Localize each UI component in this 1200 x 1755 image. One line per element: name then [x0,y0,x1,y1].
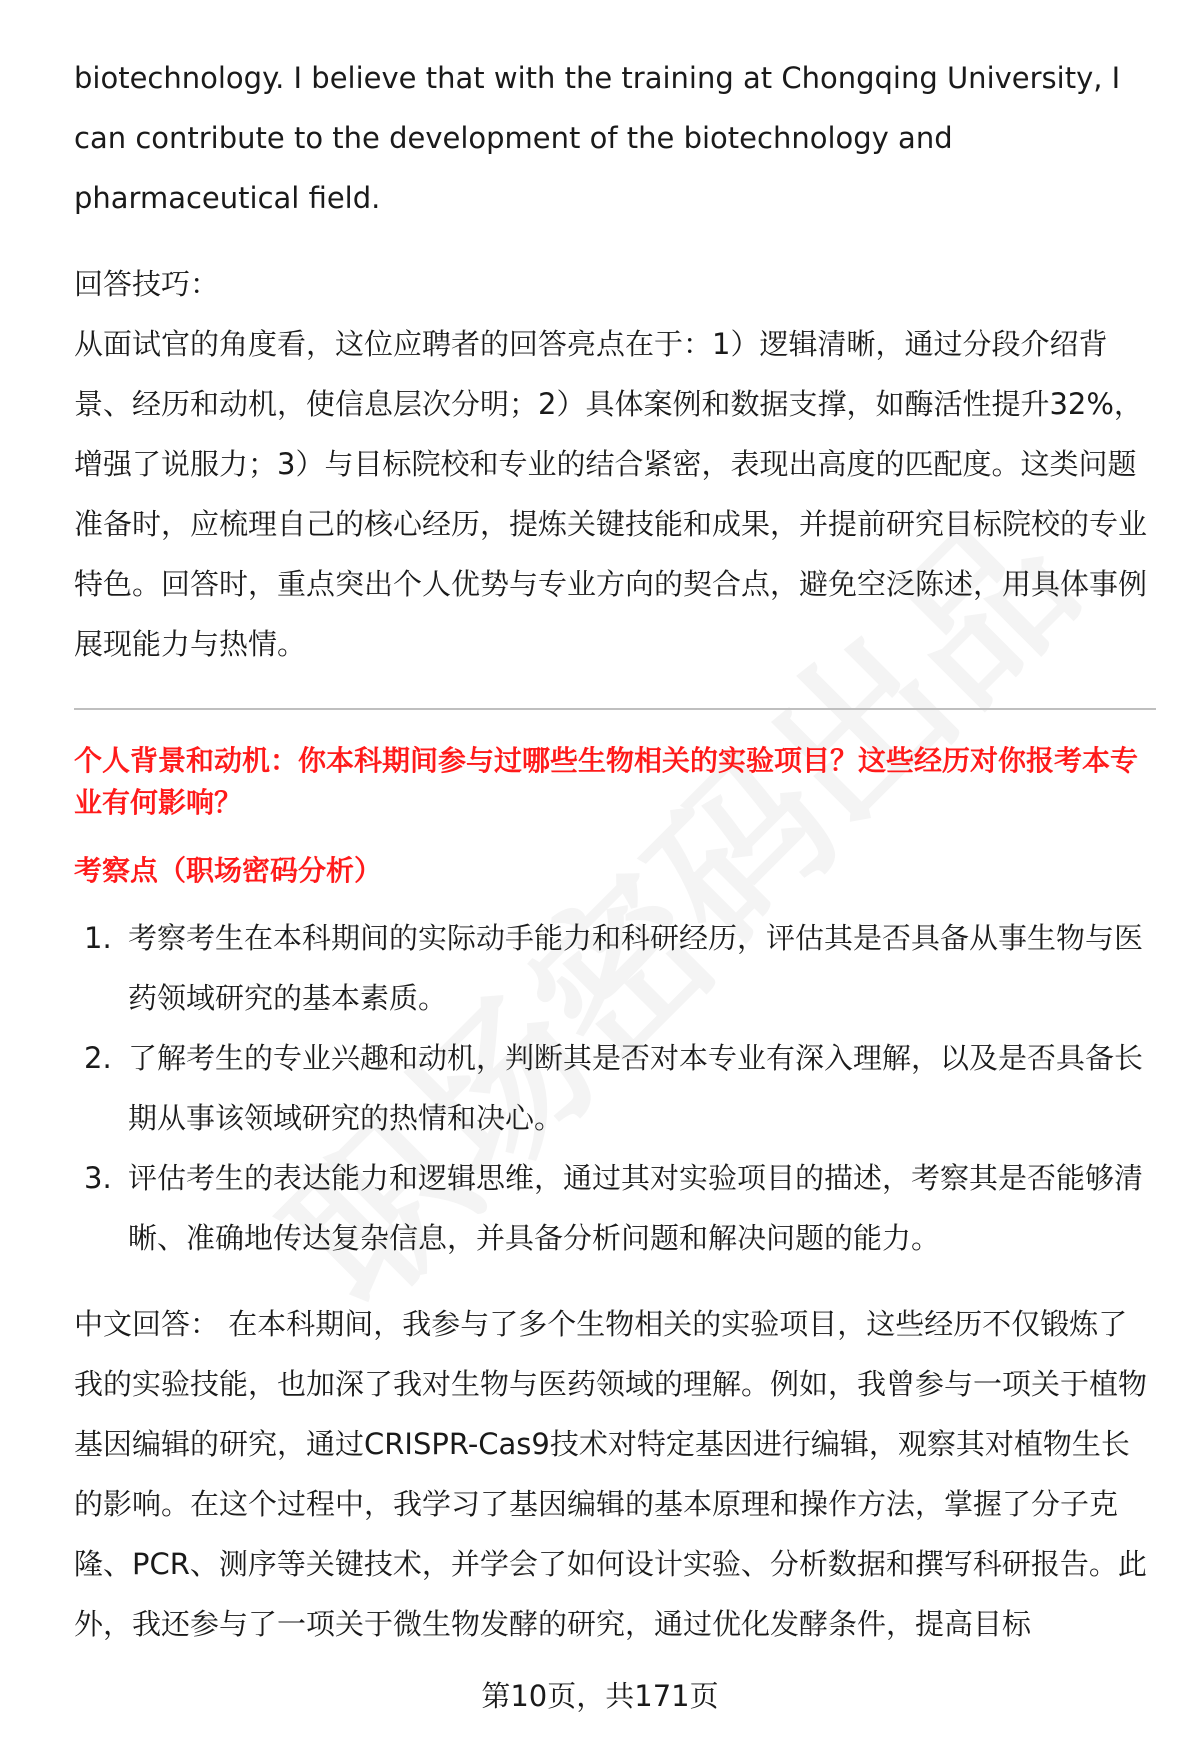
tips-body: 从面试官的角度看，这位应聘者的回答亮点在于：1）逻辑清晰，通过分段介绍背景、经历和动机，使信息层次分明；2）具体案例和数据支撑，如酶活性提升32%，增强了说服力；3）与目标院校和专业的结合紧密，表现出高度的匹配度。这类问题准备时，应梳理自己的核心经历，提炼关键技能和成果，并提前研究目标院校的专业特色。回答时，重点突出个人优势与专业方向的契合点，避免空泛陈述，用具体事例展现能力与热情。 [74,327,1148,661]
focus-heading: 考察点（职场密码分析） [74,854,383,887]
list-item [74,908,1156,1028]
question-heading: 个人背景和动机：你本科期间参与过哪些生物相关的实验项目？这些经历对你报考本专业有何影响？ [74,744,1139,819]
document-page [74,48,1156,1654]
intro-paragraph: biotechnology. I believe that with the training at Chongqing University, I can contribute to the development of the biotechnology and pharmaceutical field. [74,61,1121,215]
list-number: 3. [84,1161,112,1195]
list-text: 考察考生在本科期间的实际动手能力和科研经历，评估其是否具备从事生物与医药领域研究的基本素质。 [128,921,1144,1015]
chinese-answer-body: 在本科期间，我参与了多个生物相关的实验项目，这些经历不仅锻炼了我的实验技能，也加深了我对生物与医药领域的理解。例如，我曾参与一项关于植物基因编辑的研究，通过CRISPR-Cas9技术对特定基因进行编辑，观察其对植物生长的影响。在这个过程中，我学习了基因编辑的基本原理和操作方法，掌握了分子克隆、PCR、测序等关键技术，并学会了如何设计实验、分析数据和撰写科研报告。此外，我还参与了一项关于微生物发酵的研究，通过优化发酵条件，提高目标 [74,1307,1148,1641]
focus-points-list [74,908,1156,1268]
chinese-answer-label: 中文回答： [74,1307,220,1341]
section-divider [74,708,1156,710]
list-text: 了解考生的专业兴趣和动机，判断其是否对本专业有深入理解，以及是否具备长期从事该领域研究的热情和决心。 [128,1041,1144,1135]
list-number: 2. [84,1041,112,1075]
page-indicator: 第10页，共171页 [481,1679,719,1713]
chinese-answer [74,1294,1156,1654]
list-text: 评估考生的表达能力和逻辑思维，通过其对实验项目的描述，考察其是否能够清晰、准确地传达复杂信息，并具备分析问题和解决问题的能力。 [128,1161,1144,1255]
list-number: 1. [84,921,112,955]
answer-tips-section [74,254,1156,674]
list-item [74,1028,1156,1148]
list-item [74,1148,1156,1268]
tips-label: 回答技巧： [74,267,220,301]
